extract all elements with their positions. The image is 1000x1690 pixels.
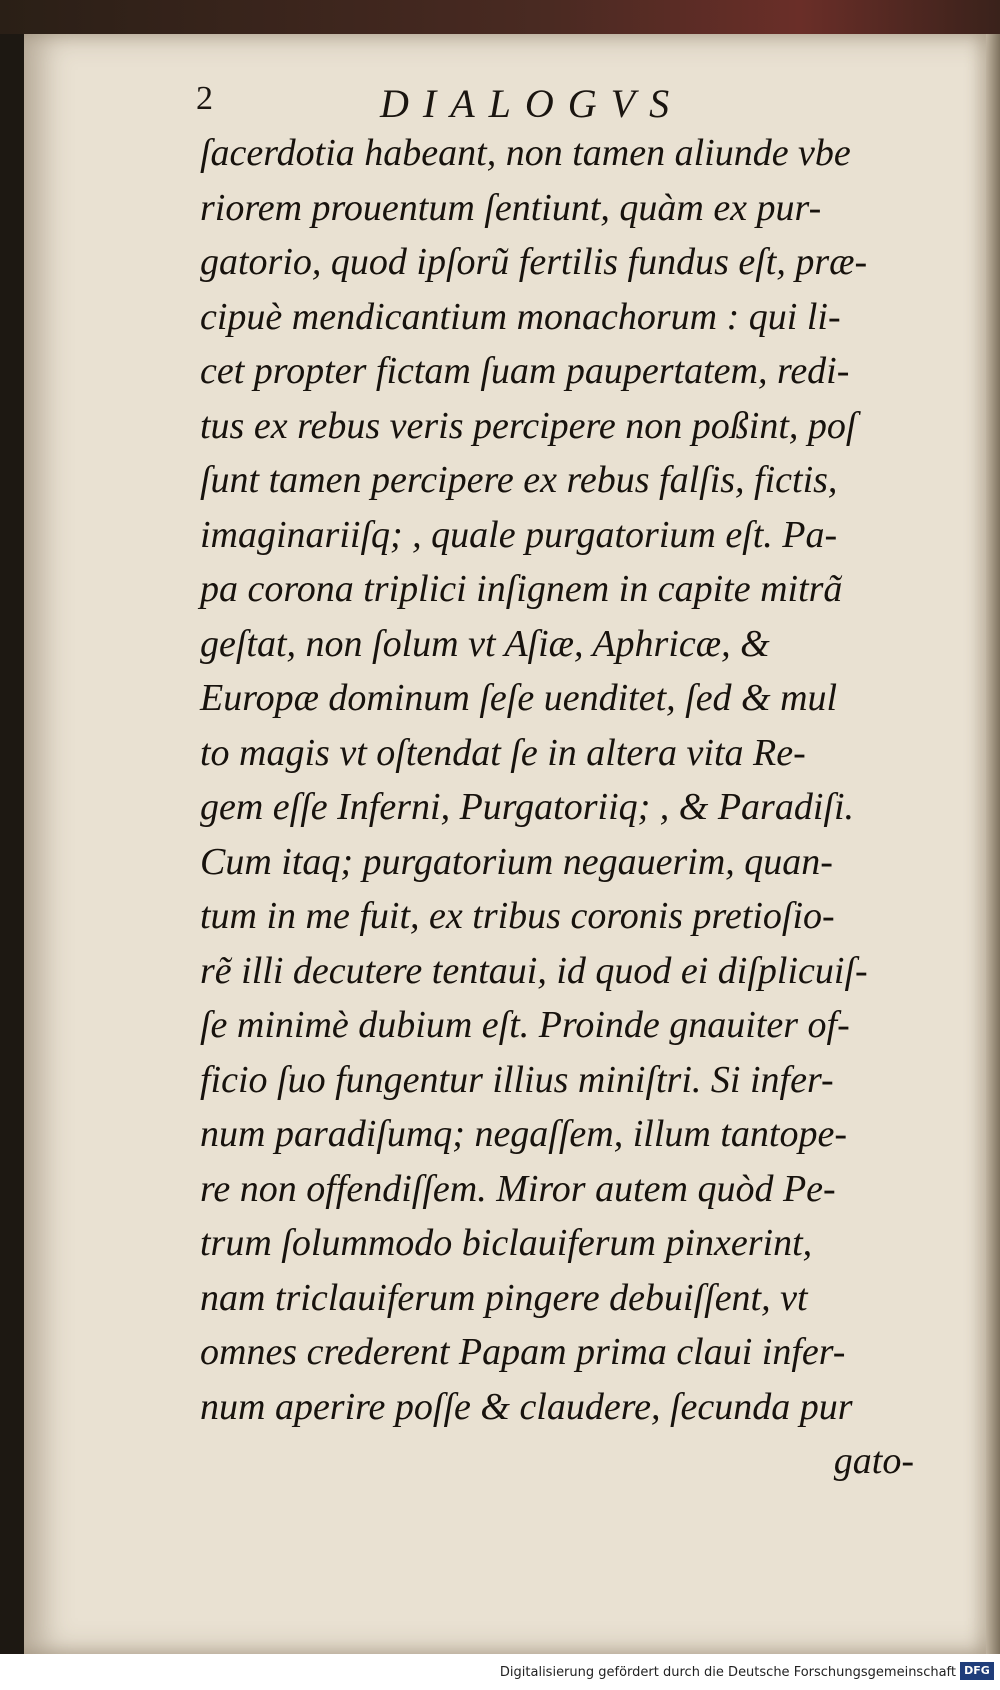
text-line: pa corona triplici inſignem in capite mitrã	[200, 568, 843, 610]
book-edge-right	[986, 34, 1000, 1654]
text-line: cipuè mendicantium monachorum : qui li-	[200, 295, 841, 338]
text-line: trum ſolummodo biclauiferum pinxerint,	[200, 1222, 813, 1264]
text-line: rẽ illi decutere tentaui, id quod ei diſplicuiſ-	[200, 949, 868, 992]
book-edge-top	[0, 0, 1000, 34]
text-line: gatorio, quod ipſorũ fertilis fundus eſt, præ-	[200, 241, 868, 283]
text-line: cet propter fictam ſuam paupertatem, redi-	[200, 350, 850, 392]
text-line: imaginariiſq; , quale purgatorium eſt. Pa-	[200, 513, 838, 556]
text-line: gem eſſe Inferni, Purgatoriiq; , & Paradiſi.	[200, 786, 855, 828]
page-header	[170, 80, 930, 132]
text-line: ſunt tamen percipere ex rebus falſis, fictis,	[200, 459, 838, 501]
text-line: tus ex rebus veris percipere non poßint, poſ	[200, 404, 857, 447]
catchword: gato-	[833, 1440, 914, 1482]
running-head: DIALOGVS	[380, 81, 684, 126]
body-text	[200, 126, 920, 1489]
funding-notice: Digitalisierung gefördert durch die Deutsche Forschungsgemeinschaft	[499, 1665, 956, 1680]
text-line: Cum itaq; purgatorium negauerim, quan-	[200, 840, 833, 883]
text-line: re non offendiſſem. Miror autem quòd Pe-	[200, 1167, 836, 1210]
digitization-footer	[0, 1654, 1000, 1690]
text-line: ſe minimè dubium eſt. Proinde gnauiter of-	[200, 1004, 850, 1046]
text-line: ficio ſuo fungentur illius miniſtri. Si infer-	[200, 1058, 834, 1101]
text-line: tum in me fuit, ex tribus coronis pretioſio-	[200, 895, 835, 937]
text-line: to magis vt oſtendat ſe in altera vita Re-	[200, 731, 806, 774]
text-line: nam triclauiferum pingere debuiſſent, vt	[200, 1276, 808, 1319]
text-line: omnes crederent Papam prima claui infer-	[200, 1331, 846, 1373]
text-line: ſacerdotia habeant, non tamen aliunde vbe	[200, 132, 851, 174]
dfg-logo: DFG	[960, 1662, 994, 1680]
text-line: geſtat, non ſolum vt Aſiæ, Aphricæ, &	[200, 622, 770, 665]
page-number: 2	[196, 80, 213, 117]
text-line: Europæ dominum ſeſe uenditet, ſed & mul	[200, 677, 838, 719]
text-line: num paradiſumq; negaſſem, illum tantope-	[200, 1113, 847, 1155]
text-line: num aperire poſſe & claudere, ſecunda pur	[200, 1385, 853, 1428]
text-line: riorem prouentum ſentiunt, quàm ex pur-	[200, 186, 822, 229]
